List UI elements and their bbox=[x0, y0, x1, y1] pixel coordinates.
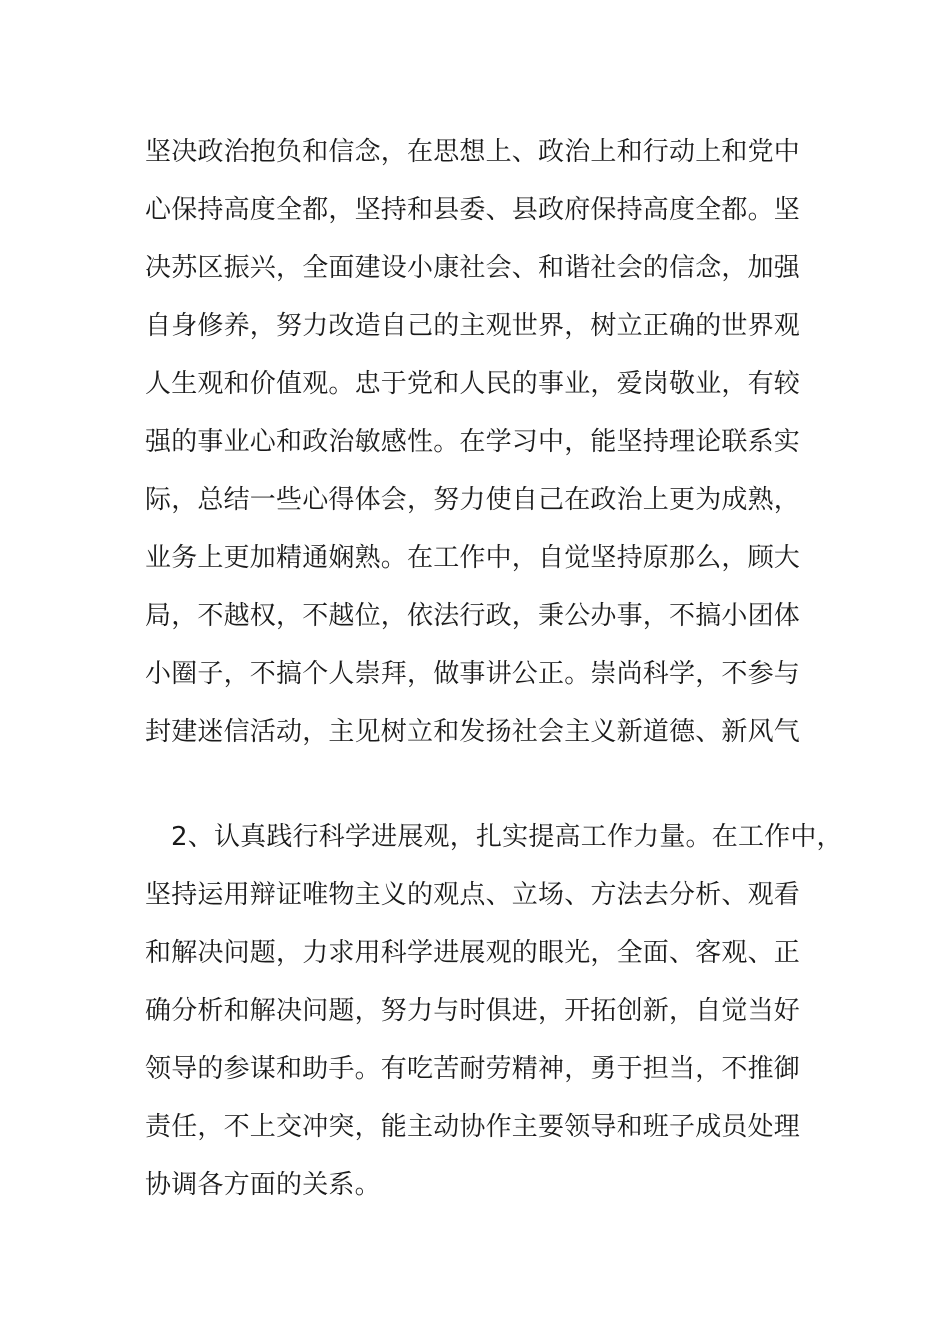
text-line: 坚持运用辩证唯物主义的观点、立场、方法去分析、观看 bbox=[145, 880, 801, 910]
text-line: 人生观和价值观。忠于党和人民的事业，爱岗敬业，有较 bbox=[145, 369, 801, 399]
text-line: 坚决政治抱负和信念，在思想上、政治上和行动上和党中 bbox=[145, 137, 801, 167]
text-line: 决苏区振兴，全面建设小康社会、和谐社会的信念，加强 bbox=[145, 253, 801, 283]
text-line: 小圈子，不搞个人崇拜，做事讲公正。崇尚科学，不参与 bbox=[145, 659, 801, 689]
text-line: 心保持高度全都，坚持和县委、县政府保持高度全都。坚 bbox=[145, 195, 801, 225]
text-line: 强的事业心和政治敏感性。在学习中，能坚持理论联系实 bbox=[145, 427, 801, 457]
text-line: 确分析和解决问题，努力与时俱进，开拓创新，自觉当好 bbox=[145, 996, 801, 1026]
paragraph-scientific-development bbox=[145, 808, 843, 1214]
text-line: 局，不越权，不越位，依法行政，秉公办事，不搞小团体 bbox=[145, 601, 801, 631]
text-line: 际，总结一些心得体会，努力使自己在政治上更为成熟， bbox=[145, 485, 801, 515]
text-line: 封建迷信活动，主见树立和发扬社会主义新道德、新风气 bbox=[145, 717, 801, 747]
text-line: 和解决问题，力求用科学进展观的眼光，全面、客观、正 bbox=[145, 938, 801, 968]
text-line: 2、认真践行科学进展观，扎实提高工作力量。在工作中， bbox=[171, 822, 843, 852]
text-line: 自身修养，努力改造自己的主观世界，树立正确的世界观 bbox=[145, 311, 801, 341]
text-line: 业务上更加精通娴熟。在工作中，自觉坚持原那么，顾大 bbox=[145, 543, 801, 573]
paragraph-political-stance bbox=[145, 123, 835, 761]
text-line: 责任，不上交冲突，能主动协作主要领导和班子成员处理 bbox=[145, 1112, 801, 1142]
text-line: 领导的参谋和助手。有吃苦耐劳精神，勇于担当，不推御 bbox=[145, 1054, 801, 1084]
text-line: 协调各方面的关系。 bbox=[145, 1170, 381, 1200]
